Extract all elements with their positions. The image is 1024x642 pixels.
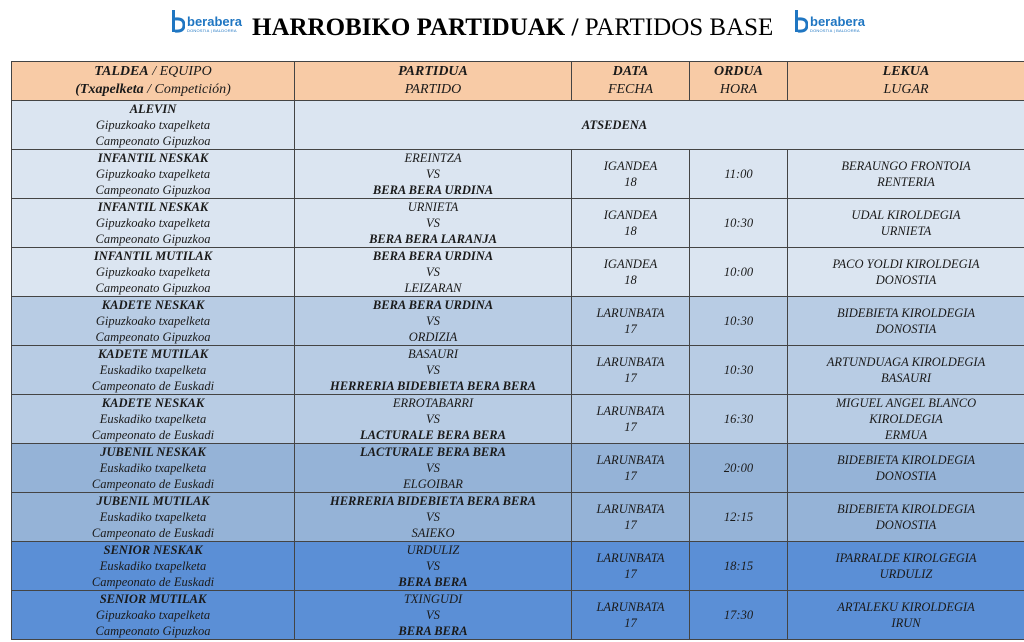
vs-label: VS [426, 559, 440, 573]
vs-label: VS [426, 265, 440, 279]
category-label: JUBENIL NESKAK [100, 445, 206, 459]
time-label: 17:30 [723, 608, 754, 622]
category-label: SENIOR MUTILAK [99, 592, 207, 606]
logo-subtitle: DONOSTIA | BALDORRA [810, 28, 860, 33]
col-header-place [788, 62, 1024, 101]
date-number: 17 [624, 469, 637, 483]
venue-line-2: DONOSTIA [875, 273, 937, 287]
time-cell [690, 444, 788, 493]
col-date-eu: DATA [612, 64, 649, 79]
vs-label: VS [426, 216, 440, 230]
place-cell [788, 297, 1024, 346]
day-label: LARUNBATA [596, 306, 665, 320]
match-cell [295, 150, 572, 199]
vs-label: VS [426, 314, 440, 328]
place-cell [788, 248, 1024, 297]
berabera-logo-right [795, 10, 865, 38]
col-header-team [12, 62, 295, 101]
logo-name: berabera [187, 14, 242, 29]
time-cell [690, 493, 788, 542]
date-cell [572, 346, 690, 395]
place-cell [788, 493, 1024, 542]
home-team: BERA BERA URDINA [372, 298, 494, 312]
competition-eu: Gipuzkoako txapelketa [95, 167, 211, 181]
category-label: SENIOR NESKAK [103, 543, 203, 557]
col-team-es: / EQUIPO [148, 64, 212, 79]
competition-eu: Euskadiko txapelketa [99, 461, 207, 475]
team-cell [12, 444, 295, 493]
competition-eu: Euskadiko txapelketa [99, 559, 207, 573]
day-label: IGANDEA [603, 257, 658, 271]
table-row [12, 542, 1024, 591]
matches-table [11, 61, 1024, 640]
away-team: LEIZARAN [404, 281, 462, 295]
date-number: 17 [624, 567, 637, 581]
day-label: LARUNBATA [596, 355, 665, 369]
home-team: HERRERIA BIDEBIETA BERA BERA [329, 494, 536, 508]
team-cell [12, 297, 295, 346]
away-team: BERA BERA URDINA [372, 183, 494, 197]
col-place-eu: LEKUA [882, 64, 930, 79]
competition-eu: Euskadiko txapelketa [99, 510, 207, 524]
date-cell [572, 199, 690, 248]
time-cell [690, 591, 788, 640]
table-row [12, 199, 1024, 248]
competition-eu: Gipuzkoako txapelketa [95, 314, 211, 328]
table-row [12, 444, 1024, 493]
place-cell [788, 444, 1024, 493]
date-cell [572, 591, 690, 640]
col-match-eu: PARTIDUA [398, 64, 468, 79]
time-cell [690, 346, 788, 395]
place-cell [788, 395, 1024, 444]
table-row [12, 395, 1024, 444]
col-place-es: LUGAR [883, 82, 929, 97]
competition-eu: Gipuzkoako txapelketa [95, 216, 211, 230]
time-cell [690, 542, 788, 591]
away-team: BERA BERA [398, 575, 468, 589]
day-label: IGANDEA [603, 208, 658, 222]
competition-eu: Euskadiko txapelketa [99, 412, 207, 426]
category-label: JUBENIL MUTILAK [96, 494, 210, 508]
time-label: 18:15 [723, 559, 754, 573]
title-basque: HARROBIKO PARTIDUAK / [252, 14, 579, 41]
col-time-es: HORA [719, 82, 758, 97]
table-header-row [12, 62, 1024, 101]
competition-es: Campeonato Gipuzkoa [95, 330, 211, 344]
category-label: KADETE NESKAK [101, 298, 205, 312]
home-team: LACTURALE BERA BERA [360, 445, 506, 459]
team-cell [12, 493, 295, 542]
col-header-date [572, 62, 690, 101]
competition-es: Campeonato Gipuzkoa [95, 281, 211, 295]
date-cell [572, 248, 690, 297]
category-label: INFANTIL MUTILAK [93, 249, 213, 263]
category-label: KADETE NESKAK [101, 396, 205, 410]
time-label: 11:00 [724, 167, 753, 181]
venue-line-2: DONOSTIA [875, 518, 937, 532]
time-label: 20:00 [723, 461, 754, 475]
away-team: HERRERIA BIDEBIETA BERA BERA [329, 379, 536, 393]
time-label: 12:15 [723, 510, 754, 524]
competition-es: Campeonato de Euskadi [91, 379, 215, 393]
home-team: ERROTABARRI [392, 396, 474, 410]
time-cell [690, 248, 788, 297]
vs-label: VS [426, 363, 440, 377]
match-cell [295, 199, 572, 248]
team-cell [12, 150, 295, 199]
date-cell [572, 297, 690, 346]
team-cell [12, 101, 295, 150]
venue-line-2: URNIETA [880, 224, 932, 238]
col-header-time [690, 62, 788, 101]
vs-label: VS [426, 461, 440, 475]
col-comp-es: / Competición) [143, 82, 231, 97]
col-team-eu: TALDEA [94, 64, 149, 79]
time-label: 10:00 [723, 265, 754, 279]
day-label: LARUNBATA [596, 600, 665, 614]
category-label: INFANTIL NESKAK [97, 151, 209, 165]
venue-line-1: UDAL KIROLDEGIA [851, 208, 961, 222]
day-label: LARUNBATA [596, 404, 665, 418]
rest-cell [295, 101, 1024, 150]
berabera-logo-icon [172, 10, 185, 34]
competition-eu: Gipuzkoako txapelketa [95, 608, 211, 622]
match-cell [295, 346, 572, 395]
col-match-es: PARTIDO [404, 82, 462, 97]
venue-line-1: MIGUEL ANGEL BLANCO [835, 396, 977, 410]
venue-line-2: KIROLDEGIA [869, 412, 943, 426]
competition-es: Campeonato Gipuzkoa [95, 134, 211, 148]
category-label: KADETE MUTILAK [97, 347, 209, 361]
venue-line-2: URDULIZ [879, 567, 933, 581]
team-cell [12, 542, 295, 591]
venue-line-1: BIDEBIETA KIROLDEGIA [836, 502, 976, 516]
time-label: 10:30 [723, 363, 754, 377]
col-header-match [295, 62, 572, 101]
competition-eu: Gipuzkoako txapelketa [95, 265, 211, 279]
match-cell [295, 444, 572, 493]
date-number: 17 [624, 322, 637, 336]
date-cell [572, 444, 690, 493]
home-team: URDULIZ [406, 543, 460, 557]
venue-line-2: DONOSTIA [875, 322, 937, 336]
venue-line-1: BIDEBIETA KIROLDEGIA [836, 306, 976, 320]
date-number: 18 [624, 175, 637, 189]
place-cell [788, 591, 1024, 640]
date-number: 18 [624, 224, 637, 238]
col-time-eu: ORDUA [713, 64, 763, 79]
place-cell [788, 199, 1024, 248]
home-team: TXINGUDI [403, 592, 463, 606]
place-cell [788, 150, 1024, 199]
table-row [12, 297, 1024, 346]
competition-es: Campeonato Gipuzkoa [95, 624, 211, 638]
table-row [12, 591, 1024, 640]
place-cell [788, 542, 1024, 591]
col-date-es: FECHA [607, 82, 654, 97]
berabera-logo-left [172, 10, 242, 38]
date-cell [572, 493, 690, 542]
vs-label: VS [426, 510, 440, 524]
day-label: LARUNBATA [596, 453, 665, 467]
match-cell [295, 395, 572, 444]
away-team: BERA BERA LARANJA [369, 232, 497, 246]
category-label: INFANTIL NESKAK [97, 200, 209, 214]
table-row [12, 493, 1024, 542]
home-team: URNIETA [407, 200, 459, 214]
page-title [252, 14, 773, 42]
time-cell [690, 395, 788, 444]
time-cell [690, 297, 788, 346]
match-cell [295, 297, 572, 346]
vs-label: VS [426, 412, 440, 426]
venue-line-2: DONOSTIA [875, 469, 937, 483]
venue-line-1: PACO YOLDI KIROLDEGIA [832, 257, 980, 271]
competition-es: Campeonato de Euskadi [91, 575, 215, 589]
date-number: 17 [624, 518, 637, 532]
match-cell [295, 591, 572, 640]
competition-es: Campeonato de Euskadi [91, 477, 215, 491]
competition-eu: Gipuzkoako txapelketa [95, 118, 211, 132]
table-row [12, 346, 1024, 395]
vs-label: VS [426, 167, 440, 181]
logo-name: berabera [810, 14, 865, 29]
date-number: 17 [624, 616, 637, 630]
home-team: BASAURI [408, 347, 458, 361]
time-label: 16:30 [723, 412, 754, 426]
venue-line-1: BERAUNGO FRONTOIA [841, 159, 971, 173]
venue-line-1: ARTALEKU KIROLDEGIA [837, 600, 975, 614]
competition-es: Campeonato Gipuzkoa [95, 232, 211, 246]
date-number: 17 [624, 371, 637, 385]
competition-es: Campeonato Gipuzkoa [95, 183, 211, 197]
match-cell [295, 248, 572, 297]
team-cell [12, 591, 295, 640]
category-label: ALEVIN [129, 102, 177, 116]
title-spanish: PARTIDOS BASE [578, 14, 774, 41]
place-cell [788, 346, 1024, 395]
away-team: BERA BERA [398, 624, 468, 638]
competition-es: Campeonato de Euskadi [91, 526, 215, 540]
date-cell [572, 395, 690, 444]
date-cell [572, 542, 690, 591]
date-number: 17 [624, 420, 637, 434]
venue-line-2: RENTERIA [877, 175, 935, 189]
table-row [12, 150, 1024, 199]
date-number: 18 [624, 273, 637, 287]
col-comp-eu: (Txapelketa [75, 82, 144, 97]
day-label: IGANDEA [603, 159, 658, 173]
venue-line-3: ERMUA [884, 428, 928, 442]
venue-line-2: IRUN [891, 616, 921, 630]
venue-line-1: BIDEBIETA KIROLDEGIA [836, 453, 976, 467]
time-label: 10:30 [723, 216, 754, 230]
match-cell [295, 542, 572, 591]
table-row [12, 248, 1024, 297]
away-team: LACTURALE BERA BERA [360, 428, 506, 442]
venue-line-1: ARTUNDUAGA KIROLDEGIA [826, 355, 986, 369]
day-label: LARUNBATA [596, 551, 665, 565]
competition-es: Campeonato de Euskadi [91, 428, 215, 442]
team-cell [12, 346, 295, 395]
venue-line-2: BASAURI [881, 371, 931, 385]
competition-eu: Euskadiko txapelketa [99, 363, 207, 377]
home-team: BERA BERA URDINA [372, 249, 494, 263]
team-cell [12, 248, 295, 297]
table-row-rest [12, 101, 1024, 150]
home-team: EREINTZA [404, 151, 462, 165]
time-cell [690, 199, 788, 248]
day-label: LARUNBATA [596, 502, 665, 516]
away-team: SAIEKO [411, 526, 455, 540]
date-cell [572, 150, 690, 199]
logo-subtitle: DONOSTIA | BALDORRA [187, 28, 237, 33]
time-label: 10:30 [723, 314, 754, 328]
berabera-logo-icon [795, 10, 808, 34]
team-cell [12, 199, 295, 248]
vs-label: VS [426, 608, 440, 622]
away-team: ORDIZIA [408, 330, 458, 344]
team-cell [12, 395, 295, 444]
match-cell [295, 493, 572, 542]
page-header [0, 0, 1024, 62]
rest-label: ATSEDENA [581, 118, 648, 132]
venue-line-1: IPARRALDE KIROLGEGIA [835, 551, 977, 565]
away-team: ELGOIBAR [403, 477, 463, 491]
time-cell [690, 150, 788, 199]
